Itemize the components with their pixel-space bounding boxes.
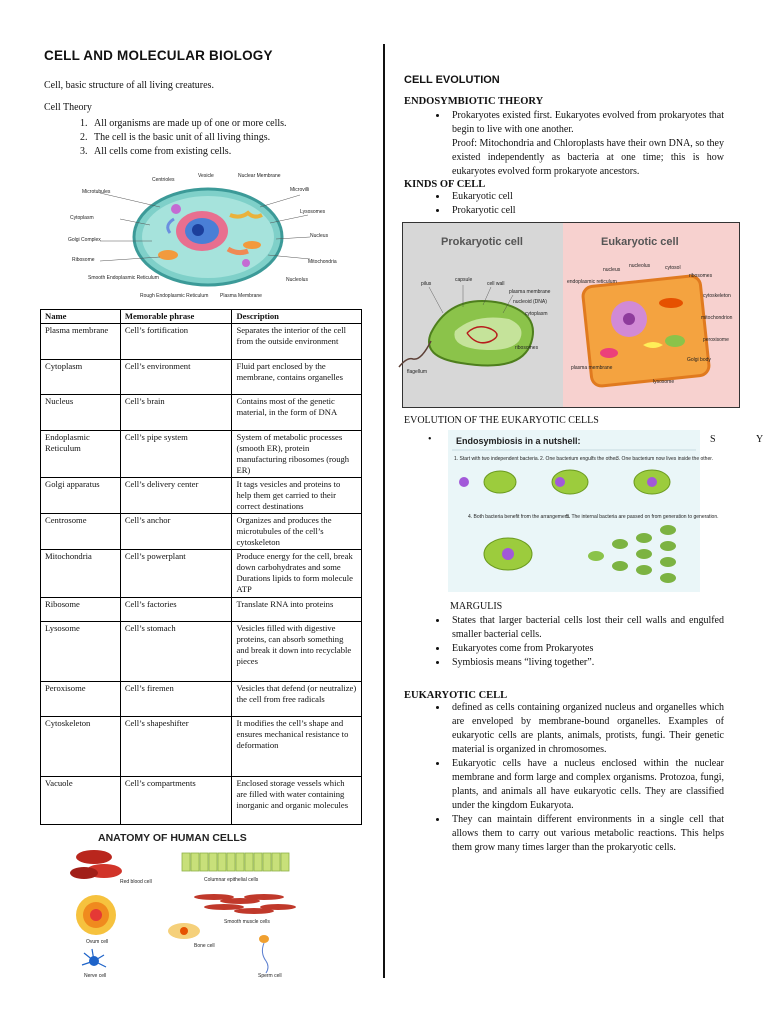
figure-title: ANATOMY OF HUMAN CELLS [98,832,247,844]
table-cell: Lysosome [41,622,121,682]
step-text: 2. One bacterium engulfs the other. [540,456,619,462]
eu-label: lysosome [653,379,675,385]
cell-label: Ovum cell [86,939,109,945]
cell-label: Smooth muscle cells [224,919,270,925]
bullet-text: Prokaryotes existed first. Eukaryotes evolved from prokaryotes that begin to live with one another. [452,110,724,135]
eu-label: cytoskeleton [703,293,731,299]
trailing-letter: Y [756,434,764,445]
cell-label: Nucleolus [286,277,308,283]
left-column [40,48,362,979]
table-cell: Cytoplasm [41,360,121,395]
table-row [41,514,362,550]
table-cell: Cell’s firemen [120,682,232,717]
table-cell: Cell’s fortification [120,324,232,360]
list-item: • Symbiosis means “living together”. [448,656,724,670]
cell-comparison-figure [402,222,740,408]
cell-label: Red blood cell [120,879,152,885]
margulis-label: MARGULIS [450,601,503,612]
column-divider [383,44,385,978]
table-header: Name [41,310,121,324]
eukaryotic-list [404,701,724,855]
cell-theory-heading: Cell Theory [44,102,92,113]
page-title: CELL AND MOLECULAR BIOLOGY [44,48,273,63]
table-cell: Cell’s pipe system [120,431,232,478]
cell-label: Sperm cell [258,973,282,979]
eukaryotic-title: Eukaryotic cell [601,236,679,248]
table-cell: Golgi apparatus [41,478,121,514]
table-row [41,622,362,682]
table-row [41,598,362,622]
pro-label: nucleoid (DNA) [513,299,547,305]
table-cell: Vesicles that defend (or neutralize) the cell from free radicals [232,682,362,717]
evolution-heading: EVOLUTION OF THE EUKARYOTIC CELLS [404,415,599,426]
section-heading: ENDOSYMBIOTIC THEORY [404,96,544,107]
table-row [41,550,362,598]
cell-label: Nuclear Membrane [238,173,281,179]
endosymbiosis-illustration [448,430,719,592]
cell-label: Golgi Complex [68,237,101,243]
list-item: • Prokaryotic cell [448,204,724,218]
nutshell-block [404,430,764,596]
cell-label: Columnar epithelial cells [204,877,259,883]
endosymbiosis-figure [448,430,719,592]
eu-label: peroxisome [703,337,729,343]
eu-label: ribosomes [689,273,713,279]
table-header: Memorable phrase [120,310,232,324]
cell-comparison-illustration [403,223,739,407]
endosymbiotic-list [404,109,724,179]
table-cell: Endoplasmic Reticulum [41,431,121,478]
bullet-text: Proof: Mitochondria and Chloroplasts have their own DNA, so they existed independently as bacteria at one time; this is how eukaryotes evolved form prokaryote ancestors. [452,138,724,177]
list-item: • Eukaryotic cells have a nucleus enclosed within the nuclear membrane and form large and complex organisms. Protozoa, fungi, plants, and animals all have eukaryotic cells. They are classified under the kingdom Eukaryota. [448,757,724,813]
cell-label: Nucleus [310,233,329,239]
section-heading: EUKARYOTIC CELL [404,690,508,701]
table-cell: Cell’s stomach [120,622,232,682]
table-row [41,478,362,514]
table-cell: Fluid part enclosed by the membrane, contains organelles [232,360,362,395]
right-column [404,74,764,855]
table-cell: Mitochondria [41,550,121,598]
table-row [41,431,362,478]
table-cell: Peroxisome [41,682,121,717]
animal-cell-illustration [60,167,360,303]
cell-label: Smooth Endoplasmic Reticulum [88,275,159,281]
table-cell: Plasma membrane [41,324,121,360]
table-cell: Cell’s anchor [120,514,232,550]
cell-label: Rough Endoplasmic Reticulum [140,293,209,299]
table-row [41,395,362,431]
eu-label: mitochondrion [701,315,733,321]
cell-label: Centrioles [152,177,175,183]
table-cell: Centrosome [41,514,121,550]
step-text: 4. Both bacteria benefit from the arrangement. [468,514,571,520]
table-cell: Cell’s compartments [120,777,232,825]
eu-label: nucleolus [629,263,651,269]
pro-label: capsule [455,277,473,283]
step-text: 3. One bacterium now lives inside the other. [616,456,713,462]
pro-label: cell wall [487,281,505,287]
list-item: • Eukaryotic cell [448,190,724,204]
human-cells-illustration [64,831,304,979]
pro-label: ribosomes [515,345,539,351]
human-cells-figure [64,831,304,979]
cell-label: Cytoplasm [70,215,94,221]
cell-label: Microvilli [290,187,310,193]
table-row [41,360,362,395]
list-item: • States that larger bacterial cells lost their cell walls and engulfed smaller bacterial cells. [448,614,724,642]
table-row [41,682,362,717]
table-cell: Nucleus [41,395,121,431]
trailing-letter: S [710,434,716,445]
cell-label: Mitochondria [308,259,337,265]
table-row [41,717,362,777]
table-cell: Organizes and produces the microtubules of the cell’s cytoskeleton [232,514,362,550]
pro-label: cytoplasm [525,311,548,317]
pro-label: plasma membrane [509,289,551,295]
table-cell: Cell’s shapeshifter [120,717,232,777]
list-item: 1. All organisms are made up of one or more cells. [90,117,362,131]
cell-label: Bone cell [194,943,215,949]
table-cell: Vacuole [41,777,121,825]
eu-label: plasma membrane [571,365,613,371]
pro-label: pilus [421,281,432,287]
animal-cell-figure [60,167,360,303]
eu-label: Golgi body [687,357,711,363]
table-header-row [41,310,362,324]
cell-label: Ribosome [72,257,95,263]
table-cell: Translate RNA into proteins [232,598,362,622]
eu-label: nucleus [603,267,621,273]
table-cell: Cytoskeleton [41,717,121,777]
cell-theory-list [40,117,362,159]
table-cell: System of metabolic processes (smooth ER), protein manufacturing ribosomes (rough ER) [232,431,362,478]
table-cell: Cell’s environment [120,360,232,395]
table-cell: Enclosed storage vessels which are filled with water containing inorganic and organic molecules [232,777,362,825]
list-item: • They can maintain different environments in a single cell that allows them to carry out various metabolic reactions. This helps them grow many times larger than the prokaryotic cells. [448,813,724,855]
table-cell: Separates the interior of the cell from the outside environment [232,324,362,360]
table-cell: Contains most of the genetic material, in the form of DNA [232,395,362,431]
cell-label: Plasma Membrane [220,293,262,299]
intro-text: Cell, basic structure of all living creatures. [44,80,214,91]
table-cell: Vesicles filled with digestive proteins, can absorb something and break it down into recyclable pieces [232,622,362,682]
step-text: 1. Start with two independent bacteria. [454,456,540,462]
cell-label: Vesicle [198,173,214,179]
table-cell: Produce energy for the cell, break down carbohydrates and some Durations lipids to form molecule ATP [232,550,362,598]
pro-label: flagellum [407,369,428,375]
list-item: 2. The cell is the basic unit of all living things. [90,131,362,145]
list-item [448,109,724,179]
table-header: Description [232,310,362,324]
prokaryotic-title: Prokaryotic cell [441,236,523,248]
list-item: 3. All cells come from existing cells. [90,145,362,159]
kinds-list [404,190,724,218]
list-item: • Eukaryotes come from Prokaryotes [448,642,724,656]
table-row [41,324,362,360]
table-cell: Cell’s factories [120,598,232,622]
step-text: 5. The internal bacteria are passed on from generation to generation. [566,514,719,520]
cell-label: Nerve cell [84,973,107,979]
cell-label: Microtubules [82,189,111,195]
eu-label: cytosol [665,265,681,271]
table-cell: It tags vesicles and proteins to help them get carried to their correct destinations [232,478,362,514]
bullet-icon: • [428,434,432,445]
nutshell-title: Endosymbiosis in a nutshell: [456,436,581,446]
section-title: CELL EVOLUTION [404,74,500,86]
list-item: • defined as cells containing organized nucleus and organelles which are enveloped by membrane-bound organelles. Examples of eukaryotic cells are plants, animals, protists, fungi. Their genetic material is organized in chromosomes. [448,701,724,757]
table-cell: Cell’s brain [120,395,232,431]
margulis-list [404,614,724,670]
organelle-table [40,309,362,825]
table-cell: Cell’s delivery center [120,478,232,514]
cell-label: Lysosomes [300,209,326,215]
section-heading: KINDS OF CELL [404,179,486,190]
eu-label: endoplasmic reticulum [567,279,617,285]
table-cell: Ribosome [41,598,121,622]
table-cell: It modifies the cell’s shape and ensures mechanical resistance to deformation [232,717,362,777]
table-cell: Cell’s powerplant [120,550,232,598]
table-row [41,777,362,825]
